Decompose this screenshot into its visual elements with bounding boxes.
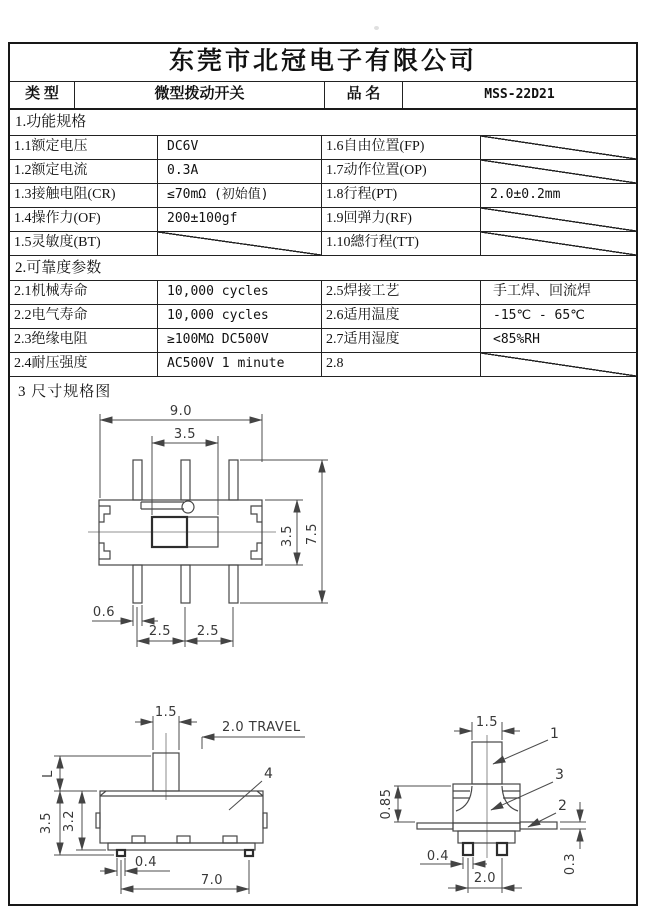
- spec-value: 200±100gf: [158, 208, 322, 231]
- dimension-label: 2.5: [196, 624, 220, 639]
- spec-label: 1.7动作位置(OP): [322, 160, 481, 183]
- type-name-row: [10, 82, 636, 110]
- spec-label: 2.8: [322, 353, 481, 376]
- spec-value: ≤70mΩ (初始值): [158, 184, 322, 207]
- spec-label: 1.4操作力(OF): [10, 208, 158, 231]
- dimension-label: 0.3: [563, 852, 578, 876]
- spec-row-1-4: [10, 208, 636, 232]
- dimension-label: 0.4: [426, 849, 450, 864]
- na-cell: [481, 136, 636, 159]
- callout-number: 2: [558, 798, 567, 814]
- spec-value: 2.0±0.2mm: [490, 187, 561, 202]
- callout-number: 3: [555, 767, 564, 783]
- spec-row-1-3: [10, 184, 636, 208]
- product-name-value: MSS-22D21: [484, 87, 555, 102]
- na-cell: [158, 232, 322, 255]
- callout-number: 1: [550, 726, 559, 742]
- dimension-label: 3.5: [39, 811, 54, 835]
- spec-row-2-2: [10, 305, 636, 329]
- dimension-label: 9.0: [169, 404, 193, 419]
- spec-label: 1.6自由位置(FP): [322, 136, 481, 159]
- travel-label: 2.0 TRAVEL: [222, 720, 301, 735]
- section2-title: 2.可靠度参数: [10, 256, 636, 281]
- spec-row-1-2: [10, 160, 636, 184]
- na-cell: [481, 353, 636, 376]
- type-value: 微型拨动开关: [75, 82, 325, 108]
- spec-row-2-4: [10, 353, 636, 377]
- na-cell: [481, 160, 636, 183]
- spec-label: 1.5灵敏度(BT): [10, 232, 158, 255]
- spec-value: 10,000 cycles: [158, 281, 322, 304]
- dimension-label: 2.5: [148, 624, 172, 639]
- spec-label: 2.3绝缘电阻: [10, 329, 158, 352]
- dimension-label: 3.2: [62, 809, 77, 833]
- spec-value: AC500V 1 minute: [158, 353, 322, 376]
- dimension-label: 0.6: [92, 605, 116, 620]
- na-cell: [481, 208, 636, 231]
- spec-value: <85%RH: [493, 332, 540, 347]
- company-title: 东莞市北冠电子有限公司: [10, 44, 636, 82]
- spec-label: 2.4耐压强度: [10, 353, 158, 376]
- spec-label: 2.7适用湿度: [322, 329, 481, 352]
- spec-label: 1.1额定电压: [10, 136, 158, 159]
- spec-document: [8, 42, 638, 906]
- spec-value: ≥100MΩ DC500V: [158, 329, 322, 352]
- dimension-label: 7.0: [200, 873, 224, 888]
- spec-label: 1.3接触电阻(CR): [10, 184, 158, 207]
- spec-label: 2.1机械寿命: [10, 281, 158, 304]
- spec-label: 2.6适用温度: [322, 305, 481, 328]
- dimension-drawing-section: [10, 377, 636, 904]
- na-cell: [481, 232, 636, 255]
- scan-smudge: [374, 26, 379, 30]
- dimension-label: 1.5: [154, 705, 178, 720]
- spec-label: 2.5焊接工艺: [322, 281, 481, 304]
- spec-row-2-3: [10, 329, 636, 353]
- spec-value: -15℃ - 65℃: [493, 308, 585, 323]
- dimension-label: 0.4: [134, 855, 158, 870]
- drawing-section-title: 3 尺寸规格图: [18, 384, 112, 400]
- spec-row-1-5: [10, 232, 636, 256]
- type-label: 类 型: [10, 82, 75, 108]
- dimension-label: L: [41, 770, 56, 778]
- spec-row-1-1: [10, 136, 636, 160]
- dimension-label: 3.5: [280, 524, 295, 548]
- callout-number: 4: [264, 766, 273, 782]
- spec-label: 1.10總行程(TT): [322, 232, 481, 255]
- spec-label: 1.9回弹力(RF): [322, 208, 481, 231]
- spec-label: 1.2额定电流: [10, 160, 158, 183]
- spec-value: DC6V: [158, 136, 322, 159]
- dimension-label: 0.85: [379, 788, 394, 820]
- product-name-label: 品 名: [325, 82, 403, 108]
- spec-label: 1.8行程(PT): [322, 184, 481, 207]
- spec-row-2-1: [10, 281, 636, 305]
- section1-title: 1.功能规格: [10, 110, 636, 136]
- dimension-label: 3.5: [173, 427, 197, 442]
- dimension-label: 1.5: [475, 715, 499, 730]
- spec-value: 0.3A: [158, 160, 322, 183]
- dimension-label: 2.0: [473, 871, 497, 886]
- spec-label: 2.2电气寿命: [10, 305, 158, 328]
- dimension-label: 7.5: [305, 522, 320, 546]
- spec-value: 10,000 cycles: [158, 305, 322, 328]
- spec-value: 手工焊、回流焊: [493, 284, 591, 299]
